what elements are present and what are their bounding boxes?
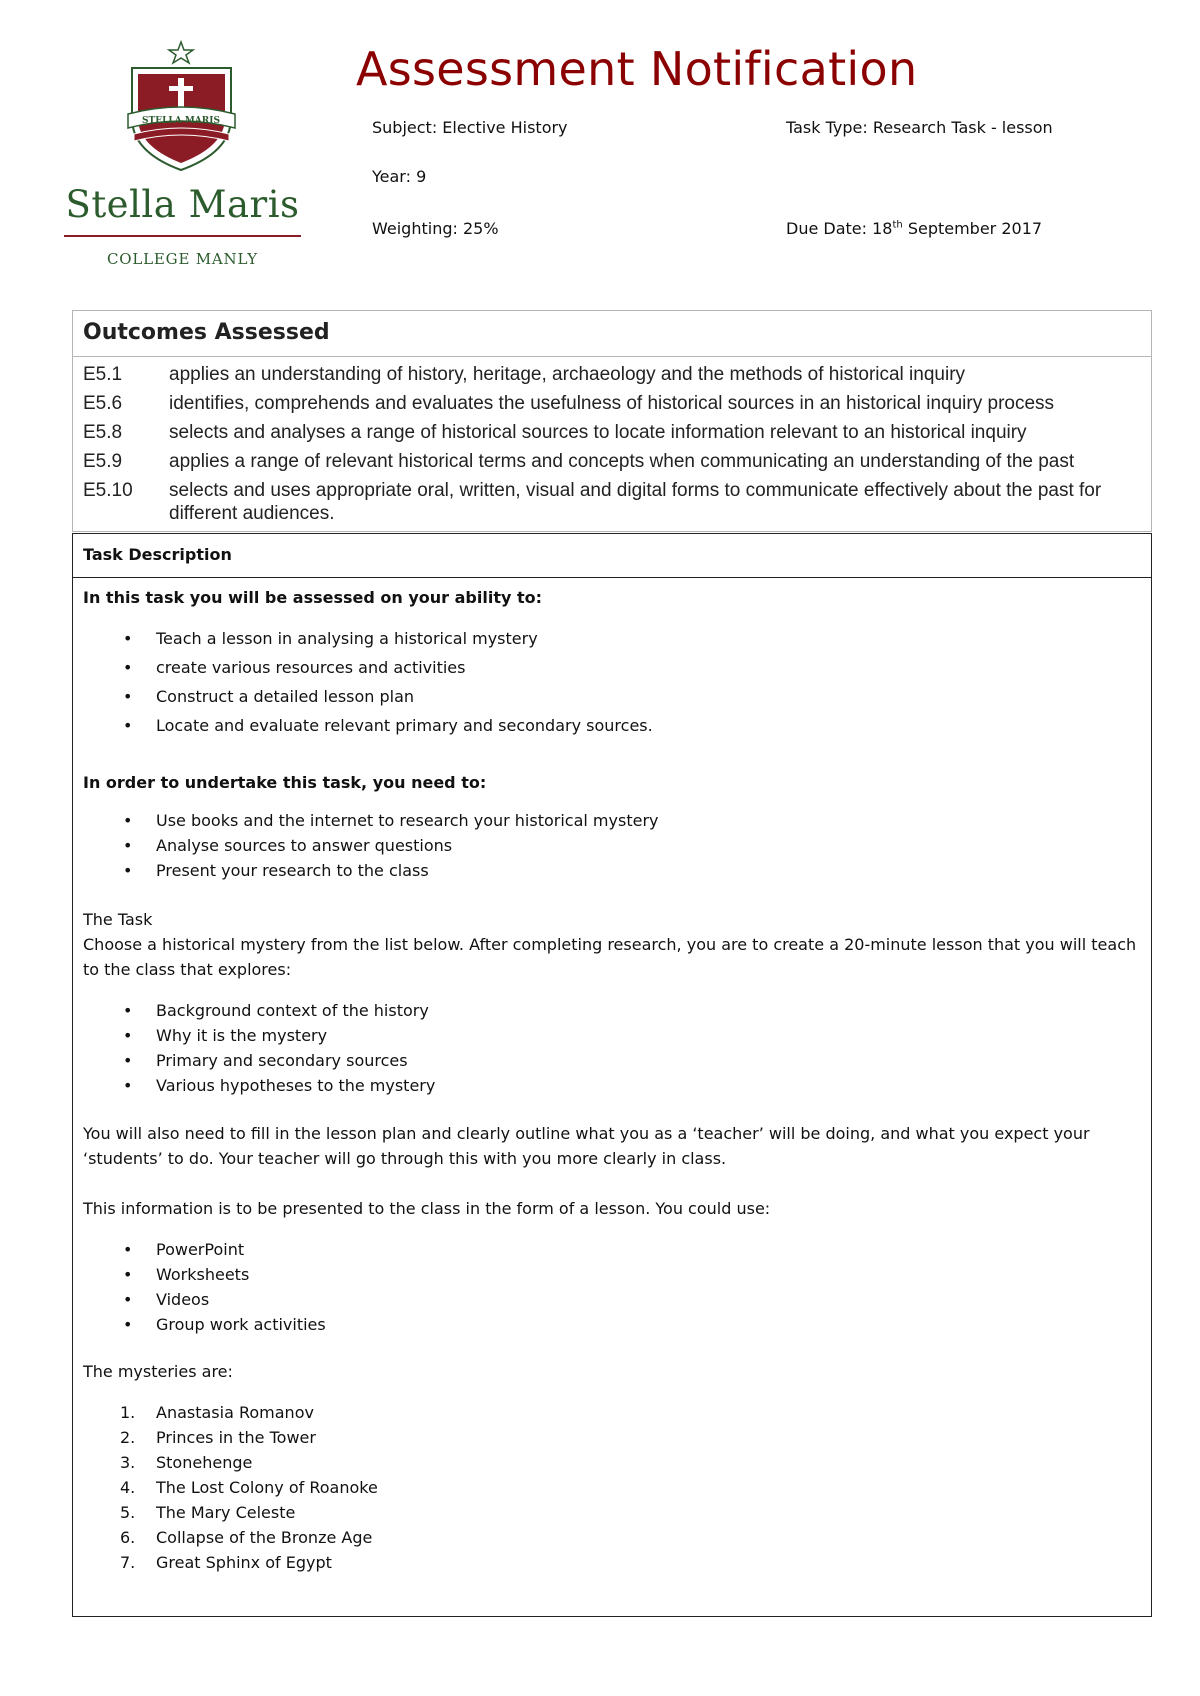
logo-divider — [64, 235, 301, 237]
mystery-label: Stonehenge — [156, 1453, 253, 1472]
outcome-code: E5.6 — [83, 393, 123, 414]
list-item: 2. Princes in the Tower — [120, 1428, 316, 1447]
list-item: • create various resources and activities — [83, 653, 1141, 682]
list-item: • Why it is the mystery — [83, 1023, 1141, 1048]
list-item: • PowerPoint — [83, 1237, 1141, 1262]
list-item: 4. The Lost Colony of Roanoke — [120, 1478, 378, 1497]
mysteries-list — [83, 1400, 1141, 1575]
page-title: Assessment Notification — [356, 42, 918, 96]
due-date-ordinal: th — [892, 219, 903, 231]
lesson-plan-text: You will also need to fill in the lesson plan and clearly outline what you as a ‘teacher’ will be doing, and what you expect your ‘students’ to do. Your teacher will go through this with you more clearly in class. — [83, 1124, 1090, 1168]
outcome-row — [73, 392, 1151, 415]
the-task-text: Choose a historical mystery from the list below. After completing research, you are to create a 20-minute lesson that you will teach to the class that explores: — [83, 935, 1137, 979]
outcome-text: applies a range of relevant historical terms and concepts when communicating an understanding of the past — [169, 451, 1075, 472]
list-item: • Background context of the history — [83, 998, 1141, 1023]
subject-field: Subject: Elective History — [372, 118, 568, 137]
college-logo — [60, 40, 305, 275]
list-item: • Videos — [83, 1287, 1141, 1312]
mystery-label: Great Sphinx of Egypt — [156, 1553, 332, 1572]
crest-text: STELLA MARIS — [142, 116, 220, 126]
year-field: Year: 9 — [372, 167, 427, 186]
could-use-list — [83, 1237, 1141, 1337]
mystery-label: Princes in the Tower — [156, 1428, 316, 1447]
outcome-row — [73, 421, 1151, 444]
outcome-text: applies an understanding of history, heritage, archaeology and the methods of historical inquiry — [169, 364, 966, 385]
task-description-box — [72, 533, 1152, 1617]
mystery-label: The Mary Celeste — [156, 1503, 296, 1522]
list-item: • Present your research to the class — [83, 858, 1141, 883]
due-date-prefix: Due Date: 18 — [786, 219, 893, 238]
outcome-code: E5.9 — [83, 451, 123, 472]
outcome-code: E5.8 — [83, 422, 123, 443]
mystery-label: The Lost Colony of Roanoke — [156, 1478, 378, 1497]
outcome-row — [73, 479, 1151, 525]
need-heading: In order to undertake this task, you need to: — [83, 773, 487, 792]
list-item: 6. Collapse of the Bronze Age — [120, 1528, 373, 1547]
logo-name: Stella Maris — [65, 183, 300, 226]
outcome-text: selects and uses appropriate oral, written, visual and digital forms to communicate effectively about the past for different audiences. — [169, 480, 1102, 524]
task-type-field: Task Type: Research Task - lesson — [786, 118, 1053, 137]
list-item: • Locate and evaluate relevant primary and secondary sources. — [83, 711, 1141, 740]
due-date-suffix: September 2017 — [902, 219, 1043, 238]
list-item: • Use books and the internet to research your historical mystery — [83, 808, 1141, 833]
logo-subtitle: COLLEGE MANLY — [107, 250, 258, 268]
list-item: • Analyse sources to answer questions — [83, 833, 1141, 858]
due-date-field — [786, 219, 1042, 238]
outcome-row — [73, 363, 1151, 386]
list-item: • Worksheets — [83, 1262, 1141, 1287]
need-list — [83, 808, 1141, 883]
presented-text: This information is to be presented to the class in the form of a lesson. You could use: — [83, 1199, 771, 1218]
outcomes-table — [72, 310, 1152, 532]
list-item: • Group work activities — [83, 1312, 1141, 1337]
explore-list — [83, 998, 1141, 1098]
list-item: • Various hypotheses to the mystery — [83, 1073, 1141, 1098]
task-description-heading: Task Description — [73, 534, 1151, 578]
weighting-field: Weighting: 25% — [372, 219, 499, 238]
outcome-code: E5.1 — [83, 364, 123, 385]
mysteries-heading: The mysteries are: — [83, 1362, 233, 1381]
outcomes-heading: Outcomes Assessed — [73, 311, 1151, 357]
assessed-heading: In this task you will be assessed on your ability to: — [83, 588, 543, 607]
list-item: 7. Great Sphinx of Egypt — [120, 1553, 332, 1572]
the-task-heading: The Task — [83, 910, 153, 929]
assessed-list — [83, 624, 1141, 740]
mystery-label: Anastasia Romanov — [156, 1403, 314, 1422]
list-item: • Construct a detailed lesson plan — [83, 682, 1141, 711]
outcome-row — [73, 450, 1151, 473]
outcome-text: selects and analyses a range of historical sources to locate information relevant to an historical inquiry — [169, 422, 1027, 443]
outcome-code: E5.10 — [83, 480, 133, 501]
list-item: 3. Stonehenge — [120, 1453, 253, 1472]
school-crest-icon — [124, 40, 239, 175]
mystery-label: Collapse of the Bronze Age — [156, 1528, 373, 1547]
list-item: 5. The Mary Celeste — [120, 1503, 296, 1522]
list-item: 1. Anastasia Romanov — [120, 1403, 314, 1422]
outcome-text: identifies, comprehends and evaluates the usefulness of historical sources in an historical inquiry process — [169, 393, 1055, 414]
list-item: • Primary and secondary sources — [83, 1048, 1141, 1073]
list-item: • Teach a lesson in analysing a historical mystery — [83, 624, 1141, 653]
